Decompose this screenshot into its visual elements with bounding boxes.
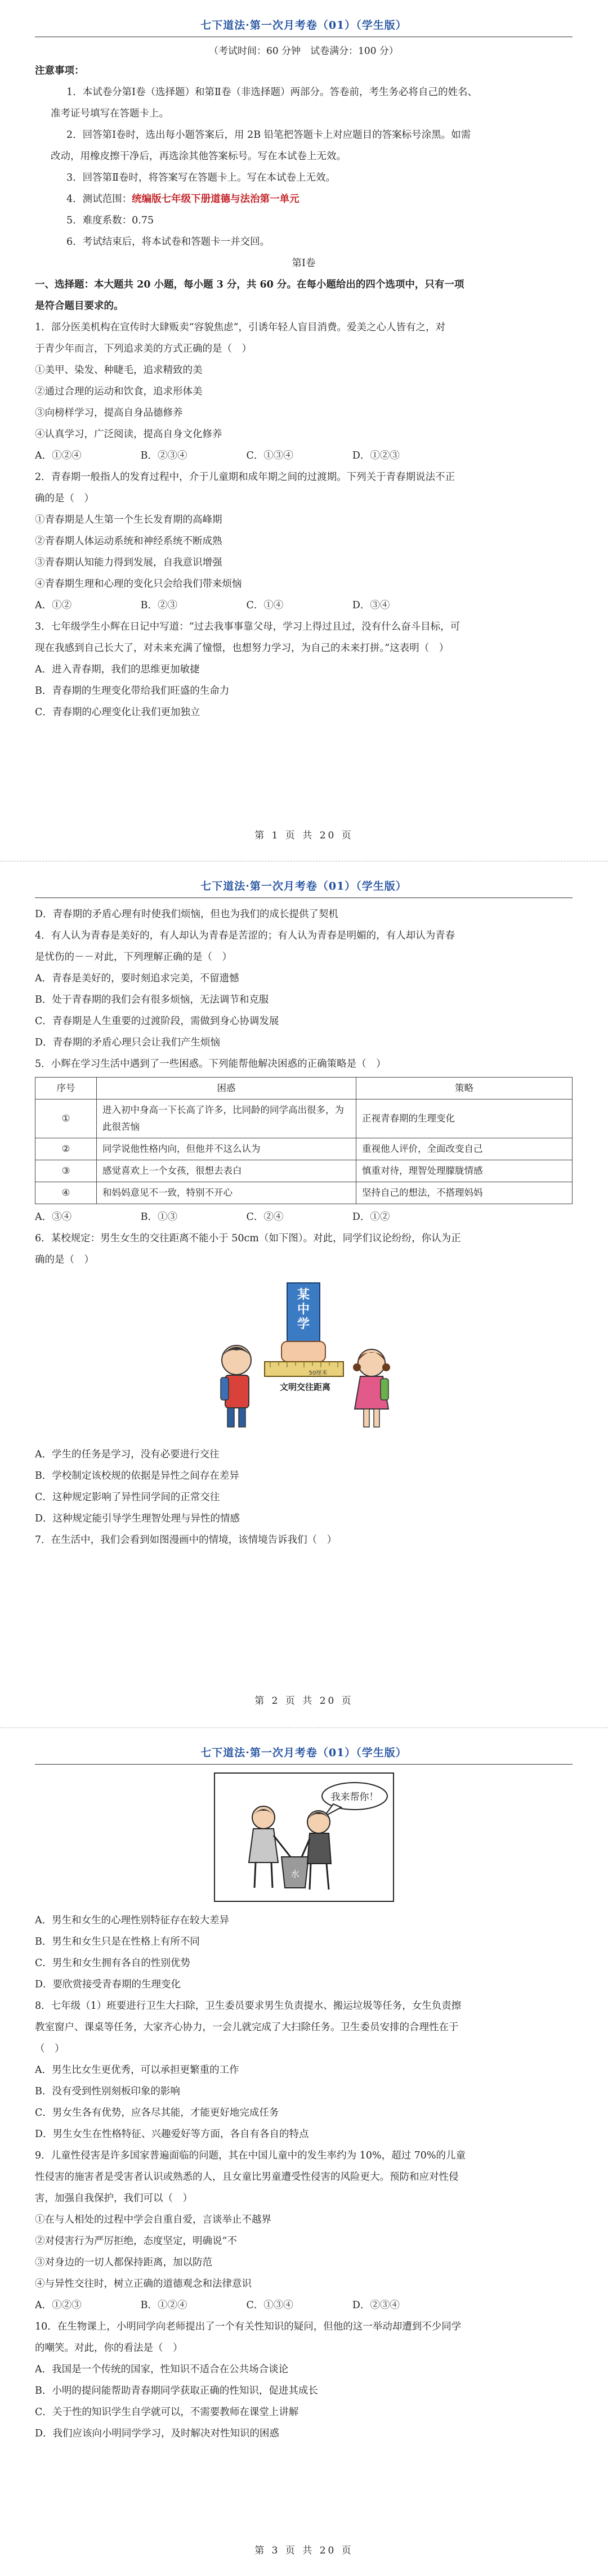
question-line: 7．在生活中，我们会看到如图漫画中的情境，该情境告诉我们（ ）	[35, 1534, 337, 1546]
school-sign-char: 某	[297, 1288, 310, 1302]
header-rule	[35, 1764, 573, 1765]
table-cell: ③	[35, 1160, 97, 1182]
question-line: 9．儿童性侵害是许多国家普遍面临的问题，其在中国儿童中的发生率约为 10%，超过 70%的儿童	[35, 2150, 466, 2161]
table-cell: ②	[35, 1138, 97, 1160]
page-header: 七下道法·第一次月考卷（01）（学生版）	[200, 19, 407, 32]
question-line: ①美甲、染发、种睫毛，追求精致的美	[35, 365, 203, 376]
question-line: 6．某校规定：男生女生的交往距离不能小于 50cm（如下图）。对此，同学们议论纷纷，你认为正	[35, 1233, 461, 1244]
question-line: C．这种规定影响了异性同学间的正常交往	[35, 1492, 220, 1503]
note-line: 3．回答第Ⅱ卷时，将答案写在答题卡上。写在本试卷上无效。	[66, 172, 336, 183]
exam-info: （考试时间：60 分钟 试卷满分：100 分）	[209, 46, 399, 57]
question-line: A．青春是美好的，要时刻追求完美，不留遗憾	[35, 973, 239, 984]
page-1-questions	[35, 317, 573, 723]
question-line: B．没有受到性别刻板印象的影响	[35, 2086, 180, 2097]
question-line: 2．青春期一般指人的发育过程中，介于儿童期和成年期之间的过渡期。下列关于青春期说法不正	[35, 472, 455, 483]
table-cell: 重视他人评价，全面改变自己	[356, 1138, 573, 1160]
question-line: 确的是（ ）	[35, 1254, 94, 1265]
page-2	[0, 861, 608, 1727]
page-1-content	[35, 17, 573, 723]
distance-cartoon-image	[203, 1278, 405, 1436]
question-line: ③向榜样学习，提高自身品德修养	[35, 407, 183, 419]
question-line: ②青春期人体运动系统和神经系统不断成熟	[35, 536, 222, 547]
page-header: 七下道法·第一次月考卷（01）（学生版）	[200, 880, 407, 892]
question-line: 的嘲笑。对此，你的看法是（ ）	[35, 2342, 183, 2354]
section-title: 一、选择题：本大题共 20 小题，每小题 3 分，共 60 分。在每小题给出的四个选项中，只有一项	[35, 279, 464, 290]
question-line: D．要欣赏接受青春期的生理变化	[35, 1979, 181, 1990]
table-cell: 坚持自己的想法，不搭理妈妈	[356, 1182, 573, 1204]
page-footer: 第 2 页 共 20 页	[254, 1695, 354, 1707]
question-line: D．青春期的矛盾心理有时使我们烦恼，但也为我们的成长提供了契机	[35, 909, 339, 920]
question-line: A．我国是一个传统的国家，性知识不适合在公共场合谈论	[35, 2364, 289, 2375]
page-3	[0, 1727, 608, 2576]
page-1	[0, 0, 608, 861]
table-cell: 正视青春期的生理变化	[356, 1099, 573, 1138]
bucket-label: 水	[290, 1869, 299, 1879]
page-3-content	[35, 1744, 573, 2444]
question-line: 害，加强自我保护，我们可以（ ）	[35, 2193, 193, 2204]
note-line: 1．本试卷分第Ⅰ卷（选择题）和第Ⅱ卷（非选择题）两部分。答卷前，考生务必将自己的姓名、	[66, 87, 477, 98]
question-line: B．小明的提问能帮助青春期同学获取正确的性知识，促进其成长	[35, 2385, 318, 2397]
note-line: 2．回答第Ⅰ卷时，选出每小题答案后，用 2B 铅笔把答题卡上对应题目的答案标号涂黑。如需	[66, 129, 471, 141]
question-line: C．关于性的知识学生自学就可以，不需要教师在课堂上讲解	[35, 2407, 299, 2418]
question-line: ④青春期生理和心理的变化只会给我们带来烦恼	[35, 578, 242, 590]
question-line: B．学校制定该校规的依据是异性之间存在差异	[35, 1470, 239, 1482]
question-line: ④认真学习，广泛阅读，提高自身文化修养	[35, 429, 222, 440]
answer-options: A．③④ B．①③ C．②④ D．①②	[35, 1211, 390, 1223]
table-row	[35, 1160, 573, 1182]
question-line: 是忧伤的－－对此，下列理解正确的是（ ）	[35, 952, 232, 963]
table-cell: ①	[35, 1099, 97, 1138]
help-cartoon-image	[214, 1772, 394, 1902]
page-footer: 第 1 页 共 20 页	[254, 830, 354, 841]
answer-options: A．①②③ B．①②④ C．①③④ D．②③④	[35, 2300, 400, 2311]
answer-options: A．①②④ B．②③④ C．①③④ D．①②③	[35, 450, 400, 461]
question-line: C．男生和女生拥有各自的性别优势	[35, 1958, 190, 1969]
question-line: ②通过合理的运动和饮食，追求形体美	[35, 386, 203, 397]
table-header-cell: 序号	[35, 1078, 97, 1099]
table-cell: 感觉喜欢上一个女孩，很想去表白	[97, 1160, 356, 1182]
note-scope	[35, 189, 573, 210]
question-line: ①在与人相处的过程中学会自重自爱，言谈举止不越界	[35, 2214, 271, 2225]
question-line: A．学生的任务是学习，没有必要进行交往	[35, 1449, 220, 1460]
table-cell: 同学说他性格内向，但他并不这么认为	[97, 1138, 356, 1160]
note-scope-label: 4．测试范围：	[66, 194, 132, 205]
question-line: D．这种规定能引导学生理智处理与异性的情感	[35, 1513, 240, 1524]
question-line: C．青春期是人生重要的过渡阶段，需做到身心协调发展	[35, 1016, 279, 1027]
banner-text: 文明交往距离	[279, 1382, 330, 1392]
answer-options: A．①② B．②③ C．①④ D．③④	[35, 600, 390, 611]
notes-title: 注意事项：	[35, 65, 84, 77]
note-line: 改动，用橡皮擦干净后，再选涂其他答案标号。写在本试卷上无效。	[51, 151, 346, 162]
school-sign-char: 中	[297, 1303, 310, 1317]
table-cell: ④	[35, 1182, 97, 1204]
page-2-content	[35, 878, 573, 1551]
question-line: 5．小辉在学习生活中遇到了一些困惑。下列能帮他解决困惑的正确策略是（ ）	[35, 1058, 386, 1070]
speech-text: 我来帮你！	[330, 1792, 378, 1803]
question-line: D．我们应该向小明同学学习，及时解决对性知识的困惑	[35, 2428, 280, 2439]
ruler-label: 50厘米	[309, 1370, 327, 1376]
table-header-row	[35, 1078, 573, 1099]
question-line: 8．七年级（1）班要进行卫生大扫除，卫生委员要求男生负责提水、搬运垃圾等任务，女生负责擦	[35, 2000, 462, 2012]
page-footer: 第 3 页 共 20 页	[254, 2545, 354, 2556]
question-line: A．进入青春期，我们的思维更加敏捷	[35, 664, 200, 675]
table-cell: 和妈妈意见不一致，特别不开心	[97, 1182, 356, 1204]
note-end: 6．考试结束后，将本试卷和答题卡一并交回。	[66, 236, 270, 248]
school-sign-char: 学	[297, 1317, 310, 1331]
question-line: 10．在生物课上，小明同学向老师提出了一个有关性知识的疑问，但他的这一举动却遭到不少同学	[35, 2321, 462, 2332]
question-line: 教室窗户、课桌等任务，大家齐心协力，一会儿就完成了大扫除任务。卫生委员安排的合理性在于	[35, 2022, 459, 2033]
question-line: D．男生女生在性格特征、兴趣爱好等方面，各自有各自的特点	[35, 2129, 309, 2140]
table-row	[35, 1099, 573, 1138]
question-line: 于青少年而言，下列追求美的方式正确的是（ ）	[35, 343, 252, 354]
question-line: C．男女生各有优势，应各尽其能，才能更好地完成任务	[35, 2107, 279, 2119]
question-line: B．青春期的生理变化带给我们旺盛的生命力	[35, 685, 230, 697]
note-line: 准考证号填写在答题卡上。	[51, 108, 169, 119]
question-line: B．男生和女生只是在性格上有所不同	[35, 1936, 200, 1947]
question-line: A．男生比女生更优秀，可以承担更繁重的工作	[35, 2065, 239, 2076]
section-title: 是符合题目要求的。	[35, 300, 124, 312]
question-line: A．男生和女生的心理性别特征存在较大差异	[35, 1915, 230, 1926]
question-line: ④与异性交往时，树立正确的道德观念和法律意识	[35, 2278, 252, 2290]
strategy-table	[35, 1077, 573, 1204]
question-line: B．处于青春期的我们会有很多烦恼，无法调节和克服	[35, 994, 269, 1006]
question-line: ②对侵害行为严厉拒绝，态度坚定，明确说“不	[35, 2236, 237, 2247]
question-line: 4．有人认为青春是美好的，有人却认为青春是苦涩的；有人认为青春是明媚的，有人却认为青春	[35, 930, 455, 941]
table-row	[35, 1182, 573, 1204]
table-cell: 进入初中身高一下长高了许多，比同龄的同学高出很多，为此很苦恼	[97, 1099, 356, 1138]
question-line: ③对身边的一切人都保持距离，加以防范	[35, 2257, 212, 2268]
question-line: 性侵害的施害者是受害者认识或熟悉的人，且女童比男童遭受性侵害的风险更大。预防和应对性侵	[35, 2171, 459, 2183]
question-line: D．青春期的矛盾心理只会让我们产生烦恼	[35, 1037, 221, 1048]
table-header-cell: 困惑	[97, 1078, 356, 1099]
question-line: ③青春期认知能力得到发展，自我意识增强	[35, 557, 222, 568]
table-header-cell: 策略	[356, 1078, 573, 1099]
note-scope-value: 统编版七年级下册道德与法治第一单元	[132, 194, 299, 205]
question-line: 确的是（ ）	[35, 493, 94, 504]
question-line: 1．部分医美机构在宣传时大肆贩卖“容貌焦虑”，引诱年轻人盲目消费。爱美之心人皆有之，对	[35, 322, 446, 333]
question-line: 3．七年级学生小辉在日记中写道：“过去我事事靠父母，学习上得过且过，没有什么奋斗目标，可	[35, 621, 461, 632]
page-header: 七下道法·第一次月考卷（01）（学生版）	[200, 1747, 407, 1759]
question-line: C．青春期的心理变化让我们更加独立	[35, 707, 200, 718]
table-cell: 慎重对待，理智处理朦胧情感	[356, 1160, 573, 1182]
part-title: 第Ⅰ卷	[292, 258, 316, 269]
table-row	[35, 1138, 573, 1160]
question-line: ①青春期是人生第一个生长发育期的高峰期	[35, 514, 222, 526]
question-line: （ ）	[35, 2043, 65, 2054]
question-line: 现在我感到自己长大了，对未来充满了憧憬，也想努力学习，为自己的未来打拼。”这表明（ ）	[35, 643, 449, 654]
note-difficulty: 5．难度系数：0.75	[66, 215, 154, 226]
